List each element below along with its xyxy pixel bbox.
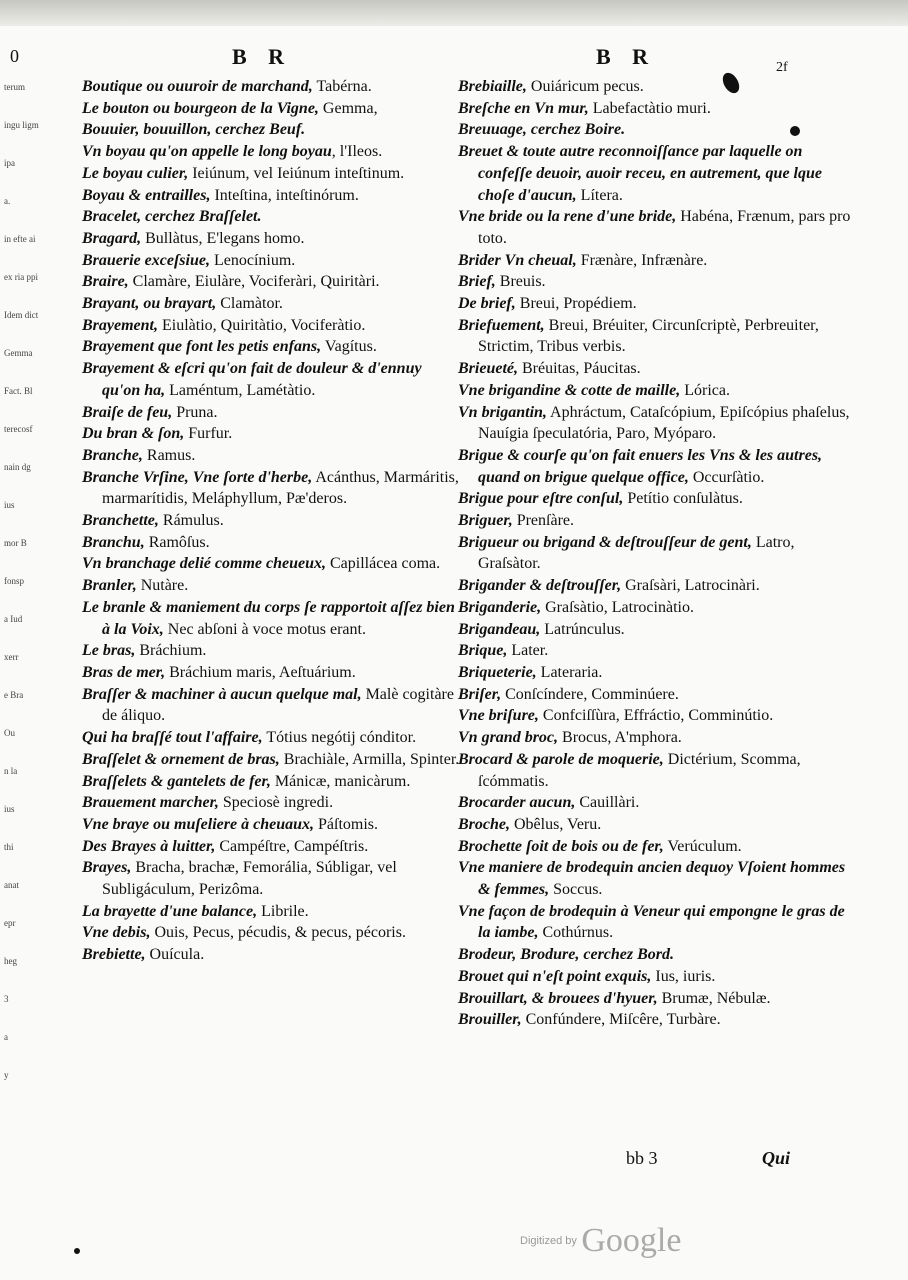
latin-gloss: Clamàtor. bbox=[216, 295, 283, 313]
left-column bbox=[82, 76, 462, 966]
dictionary-entry bbox=[82, 749, 462, 771]
dictionary-entry bbox=[82, 597, 462, 640]
dictionary-entry bbox=[82, 76, 462, 98]
margin-note: epr bbox=[4, 918, 16, 928]
french-headword: Qui ha braſſé tout l'affaire, bbox=[82, 729, 263, 747]
latin-gloss: Breuis. bbox=[495, 273, 546, 291]
french-headword: Brauerie exceſsiue, bbox=[82, 251, 210, 269]
dictionary-entry bbox=[82, 814, 462, 836]
margin-note: xerr bbox=[4, 652, 19, 662]
latin-gloss: Breui, Propédiem. bbox=[515, 295, 637, 313]
left-margin-notes bbox=[4, 82, 54, 1108]
latin-gloss: Ius, iuris. bbox=[651, 967, 716, 985]
latin-gloss: , l'Ileos. bbox=[331, 143, 383, 161]
margin-note: in efte ai bbox=[4, 234, 36, 244]
french-headword: Briſer, bbox=[458, 685, 502, 703]
dictionary-entry bbox=[458, 98, 858, 120]
latin-gloss: Malè cogitàre de áliquo. bbox=[102, 685, 454, 725]
margin-note: ingu ligm bbox=[4, 120, 39, 130]
french-headword: Boutique ou ouuroir de marchand, bbox=[82, 78, 313, 95]
margin-note: Gemma bbox=[4, 348, 33, 358]
digitized-watermark bbox=[520, 1222, 681, 1260]
margin-note: ipa bbox=[4, 158, 15, 168]
dictionary-entry bbox=[458, 619, 858, 641]
french-headword: De brief, bbox=[458, 295, 516, 313]
french-headword: Brayement que font les petis enfans, bbox=[82, 338, 322, 356]
french-headword: Braire, bbox=[82, 273, 129, 291]
margin-note: e Bra bbox=[4, 690, 24, 700]
dictionary-entry bbox=[458, 380, 858, 402]
dictionary-entry bbox=[458, 250, 858, 272]
dictionary-entry bbox=[82, 662, 462, 684]
french-headword: Brigueur ou brigand & deſtrouſſeur de gent, bbox=[458, 533, 752, 551]
french-headword: Breuet & toute autre reconnoiſſance par laquelle on confeſſe deuoir, auoir receu, en autrement, que lque choſe d'aucun, bbox=[458, 143, 822, 204]
french-headword: Branchette, bbox=[82, 512, 159, 530]
latin-gloss: Laméntum, Lamétàtio. bbox=[165, 381, 316, 399]
latin-gloss: Nutàre. bbox=[136, 577, 189, 595]
latin-gloss: Ramôſus. bbox=[144, 533, 210, 551]
french-headword: Brieueté, bbox=[458, 360, 518, 378]
latin-gloss: Labefactàtio muri. bbox=[588, 99, 711, 117]
dictionary-entry bbox=[458, 988, 858, 1010]
latin-gloss: Petítio conſulàtus. bbox=[623, 490, 743, 508]
dictionary-entry bbox=[82, 640, 462, 662]
french-headword: Briguer, bbox=[458, 512, 513, 530]
dictionary-entry bbox=[82, 944, 462, 966]
french-headword: Breuuage, cerchez Boire. bbox=[458, 121, 626, 139]
margin-note: nain dg bbox=[4, 462, 31, 472]
french-headword: Vne braye ou muſeliere à cheuaux, bbox=[82, 815, 314, 833]
dictionary-entry bbox=[82, 98, 462, 120]
french-headword: Branche Vrſine, Vne ſorte d'herbe, bbox=[82, 468, 313, 486]
latin-gloss: Confúndere, Miſcêre, Turbàre. bbox=[521, 1011, 721, 1029]
latin-gloss: Bullàtus, E'legans homo. bbox=[141, 229, 305, 247]
watermark-prefix: Digitized by bbox=[520, 1235, 577, 1247]
margin-note: ius bbox=[4, 804, 15, 814]
french-headword: Des Brayes à luitter, bbox=[82, 837, 216, 855]
french-headword: Brayant, ou brayart, bbox=[82, 295, 217, 313]
french-headword: Brodeur, Brodure, cerchez Bord. bbox=[458, 946, 675, 964]
french-headword: Branler, bbox=[82, 577, 137, 595]
dictionary-entry bbox=[82, 402, 462, 424]
dictionary-entry bbox=[82, 293, 462, 315]
dictionary-entry bbox=[82, 141, 462, 163]
french-headword: La brayette d'une balance, bbox=[82, 902, 258, 920]
right-page-number: 2f bbox=[776, 60, 788, 75]
dictionary-entry bbox=[458, 727, 858, 749]
dictionary-entry bbox=[82, 163, 462, 185]
ink-blot bbox=[790, 126, 800, 136]
french-headword: Le bouton ou bourgeon de la Vigne, bbox=[82, 99, 319, 117]
dictionary-entry bbox=[82, 315, 462, 337]
dictionary-entry bbox=[458, 271, 858, 293]
left-page-number: 0 bbox=[10, 46, 19, 66]
french-headword: Brochette ſoit de bois ou de fer, bbox=[458, 837, 664, 855]
latin-gloss: Rámulus. bbox=[158, 512, 224, 530]
french-headword: Bras de mer, bbox=[82, 663, 166, 681]
dictionary-entry bbox=[82, 250, 462, 272]
dictionary-entry bbox=[458, 293, 858, 315]
french-headword: Brebiette, bbox=[82, 946, 146, 964]
dictionary-entry bbox=[82, 510, 462, 532]
french-headword: Le bras, bbox=[82, 642, 136, 660]
dictionary-entry bbox=[458, 1009, 858, 1031]
latin-gloss: Pruna. bbox=[172, 403, 218, 421]
dictionary-entry bbox=[458, 141, 858, 206]
margin-note: Ou bbox=[4, 728, 15, 738]
french-headword: Bragard, bbox=[82, 229, 142, 247]
latin-gloss: Speciosè ingredi. bbox=[218, 794, 334, 812]
margin-note: terum bbox=[4, 82, 25, 92]
dictionary-entry bbox=[82, 271, 462, 293]
french-headword: Le branle & maniement du corps ſe rapportoit aſſez bien à la Voix, bbox=[82, 598, 455, 638]
dictionary-entry bbox=[458, 749, 858, 792]
latin-gloss: Ouiáricum pecus. bbox=[526, 78, 644, 95]
latin-gloss: Latro, Graſsàtor. bbox=[478, 533, 795, 573]
dictionary-entry bbox=[82, 792, 462, 814]
french-headword: Braſſelet & ornement de bras, bbox=[82, 750, 280, 768]
signature-mark: bb 3 bbox=[626, 1148, 658, 1168]
french-headword: Braſſelets & gantelets de fer, bbox=[82, 772, 271, 790]
dictionary-entry bbox=[82, 467, 462, 510]
latin-gloss: Habéna, Frænum, pars pro toto. bbox=[478, 208, 851, 247]
latin-gloss: Latrúnculus. bbox=[540, 620, 625, 638]
dictionary-entry bbox=[458, 966, 858, 988]
margin-note: a. bbox=[4, 196, 11, 206]
scan-top-edge bbox=[0, 0, 908, 26]
latin-gloss: Librile. bbox=[257, 902, 309, 920]
dictionary-entry bbox=[458, 857, 858, 900]
margin-note: Fact. Bl bbox=[4, 386, 33, 396]
french-headword: Vn branchage delié comme cheueux, bbox=[82, 555, 326, 573]
margin-note: fonsp bbox=[4, 576, 24, 586]
french-headword: Vne façon de brodequin à Veneur qui empongne le gras de la iambe, bbox=[458, 902, 845, 942]
french-headword: Vn boyau qu'on appelle le long boyau bbox=[82, 143, 332, 161]
latin-gloss: Breui, Bréuiter, Circunſcriptè, Perbreuiter, Strictim, Tribus verbis. bbox=[478, 316, 819, 356]
dictionary-entry bbox=[458, 901, 858, 944]
latin-gloss: Furfur. bbox=[184, 425, 233, 443]
latin-gloss: Bréuitas, Páucitas. bbox=[518, 360, 641, 378]
latin-gloss: Mánicæ, manicàrum. bbox=[270, 772, 411, 790]
latin-gloss: Eiulàtio, Quiritàtio, Vociferàtio. bbox=[158, 316, 366, 334]
margin-note: Idem dict bbox=[4, 310, 39, 320]
latin-gloss: Confciſſùra, Effráctio, Comminútio. bbox=[538, 707, 774, 725]
latin-gloss: Lateraria. bbox=[536, 663, 603, 681]
latin-gloss: Aphráctum, Cataſcópium, Epiſcópius phaſelus, Nauígia ſpeculatória, Paro, Myóparo. bbox=[478, 403, 850, 443]
latin-gloss: Verúculum. bbox=[663, 837, 742, 855]
margin-note: ex ria ppi bbox=[4, 272, 38, 282]
dictionary-entry bbox=[458, 402, 858, 445]
latin-gloss: Campéſtre, Campéſtris. bbox=[215, 837, 369, 855]
left-running-head: B R bbox=[232, 44, 293, 69]
french-headword: Brouiller, bbox=[458, 1011, 522, 1029]
dictionary-entry bbox=[458, 76, 858, 98]
watermark-brand: Google bbox=[581, 1222, 682, 1259]
french-headword: Briganderie, bbox=[458, 598, 542, 616]
latin-gloss: Vagítus. bbox=[321, 338, 377, 356]
french-headword: Bouuier, bouuillon, cerchez Beuf. bbox=[82, 121, 306, 139]
french-headword: Broche, bbox=[458, 815, 510, 833]
right-running-head: B R bbox=[596, 44, 657, 69]
latin-gloss: Ouícula. bbox=[145, 946, 205, 964]
french-headword: Vn brigantin, bbox=[458, 403, 547, 421]
dictionary-entry bbox=[82, 228, 462, 250]
french-headword: Brique, bbox=[458, 642, 508, 660]
latin-gloss: Graſsàtio, Latrocinàtio. bbox=[541, 598, 694, 616]
latin-gloss: Capillácea coma. bbox=[325, 555, 441, 573]
french-headword: Vne brigandine & cotte de maille, bbox=[458, 381, 681, 399]
latin-gloss: Soccus. bbox=[549, 881, 603, 899]
dictionary-entry bbox=[458, 705, 858, 727]
french-headword: Briefuement, bbox=[458, 316, 545, 334]
latin-gloss: Obêlus, Veru. bbox=[510, 815, 602, 833]
margin-note: terecosf bbox=[4, 424, 33, 434]
latin-gloss: Bráchium. bbox=[135, 642, 207, 660]
latin-gloss: Páſtomis. bbox=[314, 815, 379, 833]
dictionary-entry bbox=[458, 597, 858, 619]
dictionary-entry bbox=[82, 423, 462, 445]
dictionary-entry bbox=[82, 206, 462, 228]
french-headword: Vne debis, bbox=[82, 924, 151, 942]
latin-gloss: Brocus, A'mphora. bbox=[558, 729, 682, 747]
french-headword: Branchu, bbox=[82, 533, 145, 551]
dictionary-entry bbox=[82, 553, 462, 575]
margin-note: ius bbox=[4, 500, 15, 510]
french-headword: Brouillart, & brouees d'hyuer, bbox=[458, 989, 658, 1007]
latin-gloss: Tabérna. bbox=[312, 78, 372, 95]
french-headword: Brauement marcher, bbox=[82, 794, 219, 812]
dictionary-entry bbox=[458, 944, 858, 966]
latin-gloss: Frænàre, Infrænàre. bbox=[576, 251, 708, 269]
dictionary-entry bbox=[458, 814, 858, 836]
french-headword: Brocarder aucun, bbox=[458, 794, 576, 812]
latin-gloss: Prenſàre. bbox=[512, 512, 574, 530]
dictionary-entry bbox=[82, 684, 462, 727]
french-headword: Le boyau culier, bbox=[82, 164, 189, 182]
dictionary-entry bbox=[82, 532, 462, 554]
french-headword: Brayement & eſcri qu'on fait de douleur & d'ennuy qu'on ha, bbox=[82, 360, 422, 399]
french-headword: Brigander & deſtrouſſer, bbox=[458, 577, 622, 595]
french-headword: Brebiaille, bbox=[458, 78, 527, 95]
french-headword: Brigandeau, bbox=[458, 620, 541, 638]
latin-gloss: Ieiúnum, vel Ieiúnum inteſtinum. bbox=[188, 164, 405, 182]
margin-note: a bbox=[4, 1032, 8, 1042]
dictionary-entry bbox=[458, 662, 858, 684]
french-headword: Boyau & entrailles, bbox=[82, 186, 211, 204]
dictionary-entry bbox=[82, 445, 462, 467]
french-headword: Brocard & parole de moquerie, bbox=[458, 750, 664, 768]
french-headword: Brief, bbox=[458, 273, 496, 291]
dictionary-entry bbox=[458, 206, 858, 249]
french-headword: Brayes, bbox=[82, 859, 132, 877]
dictionary-entry bbox=[458, 532, 858, 575]
latin-gloss: Later. bbox=[507, 642, 549, 660]
latin-gloss: Occurſàtio. bbox=[688, 468, 765, 486]
dictionary-entry bbox=[458, 640, 858, 662]
french-headword: Branche, bbox=[82, 446, 143, 464]
french-headword: Braiſe de feu, bbox=[82, 403, 173, 421]
margin-note: heg bbox=[4, 956, 17, 966]
latin-gloss: Brumæ, Nébulæ. bbox=[657, 989, 771, 1007]
dictionary-entry bbox=[458, 488, 858, 510]
dictionary-entry bbox=[82, 119, 462, 141]
dictionary-entry bbox=[458, 445, 858, 488]
latin-gloss: Tótius negótij cónditor. bbox=[262, 729, 417, 747]
dictionary-entry bbox=[458, 792, 858, 814]
french-headword: Briqueterie, bbox=[458, 663, 537, 681]
latin-gloss: Nec abſoni à voce motus erant. bbox=[163, 620, 366, 638]
dictionary-entry bbox=[82, 836, 462, 858]
latin-gloss: Lítera. bbox=[576, 186, 623, 204]
french-headword: Brouet qui n'eſt point exquis, bbox=[458, 967, 652, 985]
french-headword: Vn grand broc, bbox=[458, 729, 559, 747]
latin-gloss: Ouis, Pecus, pécudis, & pecus, pécoris. bbox=[150, 924, 406, 942]
latin-gloss: Lenocínium. bbox=[209, 251, 296, 269]
margin-note: anat bbox=[4, 880, 19, 890]
french-headword: Breſche en Vn mur, bbox=[458, 99, 589, 117]
latin-gloss: Acánthus, Marmáritis, marmarítidis, Meláphyllum, Pæ'deros. bbox=[102, 468, 459, 508]
ink-blot bbox=[74, 1248, 80, 1254]
french-headword: Du bran & ſon, bbox=[82, 425, 185, 443]
dictionary-entry bbox=[82, 771, 462, 793]
margin-note: n la bbox=[4, 766, 18, 776]
dictionary-entry bbox=[458, 510, 858, 532]
dictionary-entry bbox=[458, 358, 858, 380]
latin-gloss: Cothúrnus. bbox=[538, 924, 614, 942]
margin-note: thi bbox=[4, 842, 14, 852]
latin-gloss: Inteſtina, inteſtinórum. bbox=[210, 186, 359, 204]
dictionary-entry bbox=[82, 922, 462, 944]
dictionary-entry bbox=[82, 336, 462, 358]
dictionary-entry bbox=[82, 857, 462, 900]
right-column bbox=[458, 76, 858, 1031]
french-headword: Braſſer & machiner à aucun quelque mal, bbox=[82, 685, 362, 703]
latin-gloss: Lórica. bbox=[680, 381, 730, 399]
latin-gloss: Clamàre, Eiulàre, Vociferàri, Quiritàri. bbox=[128, 273, 380, 291]
latin-gloss: Cauillàri. bbox=[575, 794, 640, 812]
margin-note: y bbox=[4, 1070, 9, 1080]
catchword: Qui bbox=[762, 1148, 791, 1168]
latin-gloss: Dictérium, Scomma, ſcómmatis. bbox=[478, 750, 801, 790]
french-headword: Vne bride ou la rene d'une bride, bbox=[458, 208, 677, 226]
french-headword: Brigue pour eſtre conſul, bbox=[458, 490, 624, 508]
dictionary-entry bbox=[458, 575, 858, 597]
dictionary-entry bbox=[82, 575, 462, 597]
french-headword: Brayement, bbox=[82, 316, 158, 334]
french-headword: Brigue & courſe qu'on fait enuers les Vns & les autres, quand on brigue quelque office, bbox=[458, 446, 823, 486]
margin-note: mor B bbox=[4, 538, 27, 548]
dictionary-entry bbox=[82, 185, 462, 207]
latin-gloss: Ramus. bbox=[142, 446, 196, 464]
french-headword: Brider Vn cheual, bbox=[458, 251, 577, 269]
latin-gloss: Graſsàri, Latrocinàri. bbox=[621, 577, 760, 595]
french-headword: Vne maniere de brodequin ancien dequoy Vſoient hommes & femmes, bbox=[458, 859, 846, 899]
dictionary-entry bbox=[458, 315, 858, 358]
french-headword: Vne briſure, bbox=[458, 707, 539, 725]
latin-gloss: Conſcíndere, Comminúere. bbox=[501, 685, 679, 703]
french-headword: Bracelet, cerchez Braſſelet. bbox=[82, 208, 262, 226]
latin-gloss: Brachiàle, Armilla, Spinter. bbox=[279, 750, 460, 768]
latin-gloss: Bracha, brachæ, Femorália, Súbligar, vel Subligáculum, Perizôma. bbox=[102, 859, 397, 899]
margin-note: 3 bbox=[4, 994, 9, 1004]
dictionary-entry bbox=[82, 901, 462, 923]
dictionary-entry bbox=[458, 836, 858, 858]
margin-note: a Iud bbox=[4, 614, 23, 624]
dictionary-entry bbox=[82, 727, 462, 749]
latin-gloss: Gemma, bbox=[318, 99, 378, 117]
dictionary-entry bbox=[82, 358, 462, 401]
latin-gloss: Bráchium maris, Aeſtuárium. bbox=[165, 663, 356, 681]
dictionary-entry bbox=[458, 684, 858, 706]
